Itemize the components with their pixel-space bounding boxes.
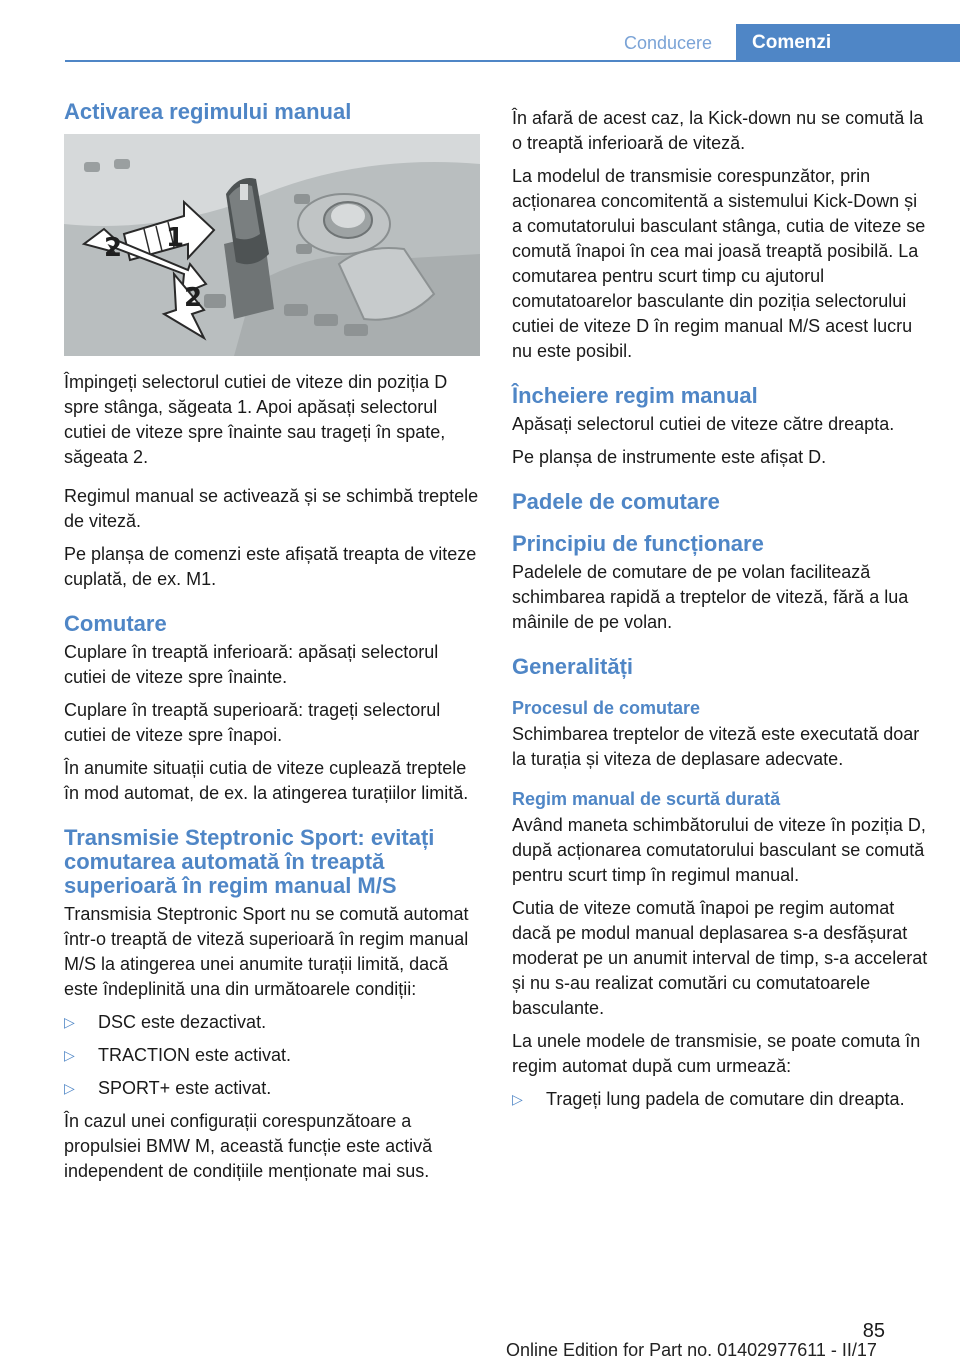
paragraph: Schimbarea treptelor de viteză este executată doar la turația și viteza de deplasare adecvate. — [512, 724, 920, 769]
heading-activare: Activarea regimului manual — [64, 99, 352, 124]
bullet-list — [64, 1010, 480, 1101]
paragraph: Pe planșa de instrumente este afișat D. — [512, 447, 827, 467]
paragraph: Padelele de comutare de pe volan facilitează schimbarea rapidă a treptelor de viteză, fără a lua mâinile de pe volan. — [512, 562, 909, 632]
left-column — [64, 100, 480, 1192]
gear-selector-photo — [64, 134, 480, 356]
paragraph: În anumite situații cutia de viteze cuplează treptele în mod automat, de ex. la atingerea turațiilor limită. — [64, 758, 469, 803]
paragraph: Având maneta schimbătorului de viteze în poziția D, după acționarea comutatorului basculant se comută pentru scurt timp în regimul manual. — [512, 815, 926, 885]
list-item: ▷ Trageți lung padela de comutare din dreapta. — [512, 1087, 928, 1112]
paragraph: În afară de acest caz, la Kick-down nu se comută la o treaptă inferioară de viteză. — [512, 108, 924, 153]
page-header — [0, 0, 960, 62]
paragraph: La modelul de transmisie corespunzător, prin acționarea concomitentă a sistemului Kick-Down și a comutatorului basculant stânga, cutia de viteze se comută înapoi în cea mai joasă treaptă posibilă. La comutarea pentru scurt timp cu ajutorul comutatoarelor basculante din poziția selectorului cutiei de viteze D în regim manual M/S acest lucru nu este posibil. — [512, 166, 926, 361]
tab-conducere[interactable]: Conducere — [623, 33, 713, 53]
heading-transmisie: Transmisie Steptronic Sport: evitați comutarea automată în treaptă superioară în regim manual M/S — [64, 825, 435, 898]
heading-generalitati: Generalități — [512, 654, 634, 679]
list-item: ▷ SPORT+ este activat. — [64, 1076, 480, 1101]
paragraph: Împingeți selectorul cutiei de viteze din poziția D spre stânga, săgeata 1. Apoi apăsați selectorul cutiei de viteze spre înainte sau trageți în spate, săgeata 2. — [64, 372, 448, 467]
footer-edition[interactable]: Online Edition for Part no. 01402977611 - II/17 — [506, 1340, 877, 1360]
paragraph: Regimul manual se activează și se schimbă treptele de viteză. — [64, 486, 479, 531]
paragraph: Cutia de viteze comută înapoi pe regim automat dacă pe modul manual deplasarea s-a desfășurat moderat pe un anumit interval de timp, s-a accelerat și nu s-au realizat comutări cu comutatoarele basculante. — [512, 898, 928, 1018]
paragraph: Cuplare în treaptă inferioară: apăsați selectorul cutiei de viteze spre înainte. — [64, 642, 439, 687]
arrow-1-label: 1 — [166, 223, 185, 253]
right-column — [512, 106, 928, 1120]
triangle-bullet-icon: ▷ — [64, 1080, 75, 1096]
list-item: ▷ DSC este dezactivat. — [64, 1010, 480, 1035]
paragraph: Pe planșa de comenzi este afișată treapta de viteze cuplată, de ex. M1. — [64, 544, 477, 589]
paragraph: Transmisia Steptronic Sport nu se comută automat într-o treaptă de viteză superioară în regim manual M/S la atingerea unei anumite turații limită, dacă este îndeplinită una din următoarele condiții: — [64, 904, 469, 999]
bullet-list — [512, 1087, 928, 1112]
arrow-2-label-top: 2 — [104, 233, 123, 263]
heading-regim-scurt: Regim manual de scurtă durată — [512, 789, 781, 809]
arrow-2-label-bottom: 2 — [184, 283, 203, 313]
triangle-bullet-icon: ▷ — [64, 1014, 75, 1030]
paragraph: La unele modele de transmisie, se poate comuta în regim automat după cum urmează: — [512, 1031, 921, 1076]
triangle-bullet-icon: ▷ — [64, 1047, 75, 1063]
tab-comenzi[interactable]: Comenzi — [736, 24, 960, 60]
paragraph: În cazul unei configurații corespunzătoare a propulsiei BMW M, această funcție este activă independent de condițiile menționate mai sus. — [64, 1111, 433, 1181]
heading-padele: Padele de comutare — [512, 489, 720, 514]
heading-procesul: Procesul de comutare — [512, 698, 701, 718]
header-rule — [65, 60, 960, 62]
paragraph: Cuplare în treaptă superioară: trageți selectorul cutiei de viteze spre înapoi. — [64, 700, 441, 745]
heading-comutare: Comutare — [64, 611, 167, 636]
triangle-bullet-icon: ▷ — [512, 1091, 523, 1107]
gear-selector-illustration — [64, 134, 480, 356]
heading-principiu: Principiu de funcționare — [512, 531, 764, 556]
page-number: 85 — [862, 1320, 885, 1342]
paragraph: Apăsați selectorul cutiei de viteze către dreapta. — [512, 414, 895, 434]
heading-incheiere: Încheiere regim manual — [512, 383, 758, 408]
list-item: ▷ TRACTION este activat. — [64, 1043, 480, 1068]
